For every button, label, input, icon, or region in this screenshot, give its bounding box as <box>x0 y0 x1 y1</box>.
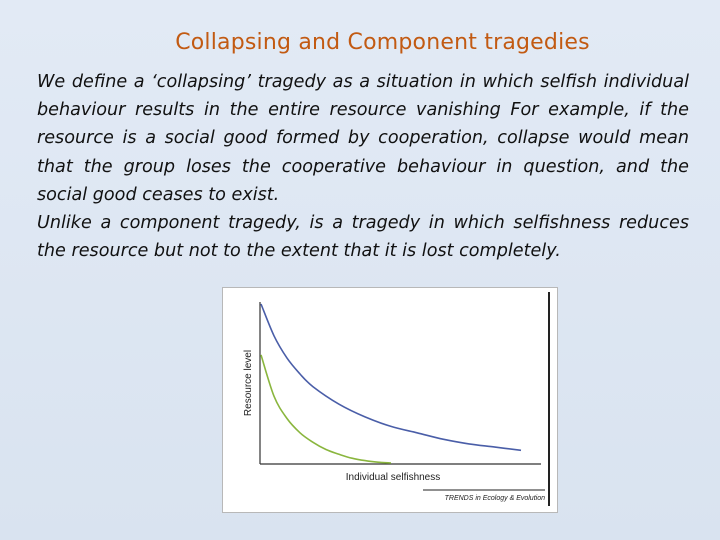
slide-title: Collapsing and Component tragedies <box>175 30 590 55</box>
component-tragedy-curve <box>261 304 521 450</box>
x-axis-label: Individual selfishness <box>345 472 441 483</box>
resource-level-figure <box>222 287 558 513</box>
y-axis-label: Resource level <box>243 349 254 417</box>
figure-credit: TRENDS in Ecology & Evolution <box>444 495 545 502</box>
paragraph-collapsing-definition: We define a ‘collapsing’ tragedy as a situation in which selfish individual behaviour results in the entire resource vanishing For example, if the resource is a social good formed by cooperation, collapse would mean that the group loses the cooperative behaviour in question, and the social good ceases to exist. <box>37 72 689 205</box>
slide-body <box>37 68 689 265</box>
collapsing-tragedy-curve <box>261 355 391 463</box>
resource-level-chart <box>223 288 557 512</box>
paragraph-component-definition: Unlike a component tragedy, is a tragedy in which selfishness reduces the resource but not to the extent that it is lost completely. <box>37 213 689 262</box>
series-layer <box>261 304 521 463</box>
